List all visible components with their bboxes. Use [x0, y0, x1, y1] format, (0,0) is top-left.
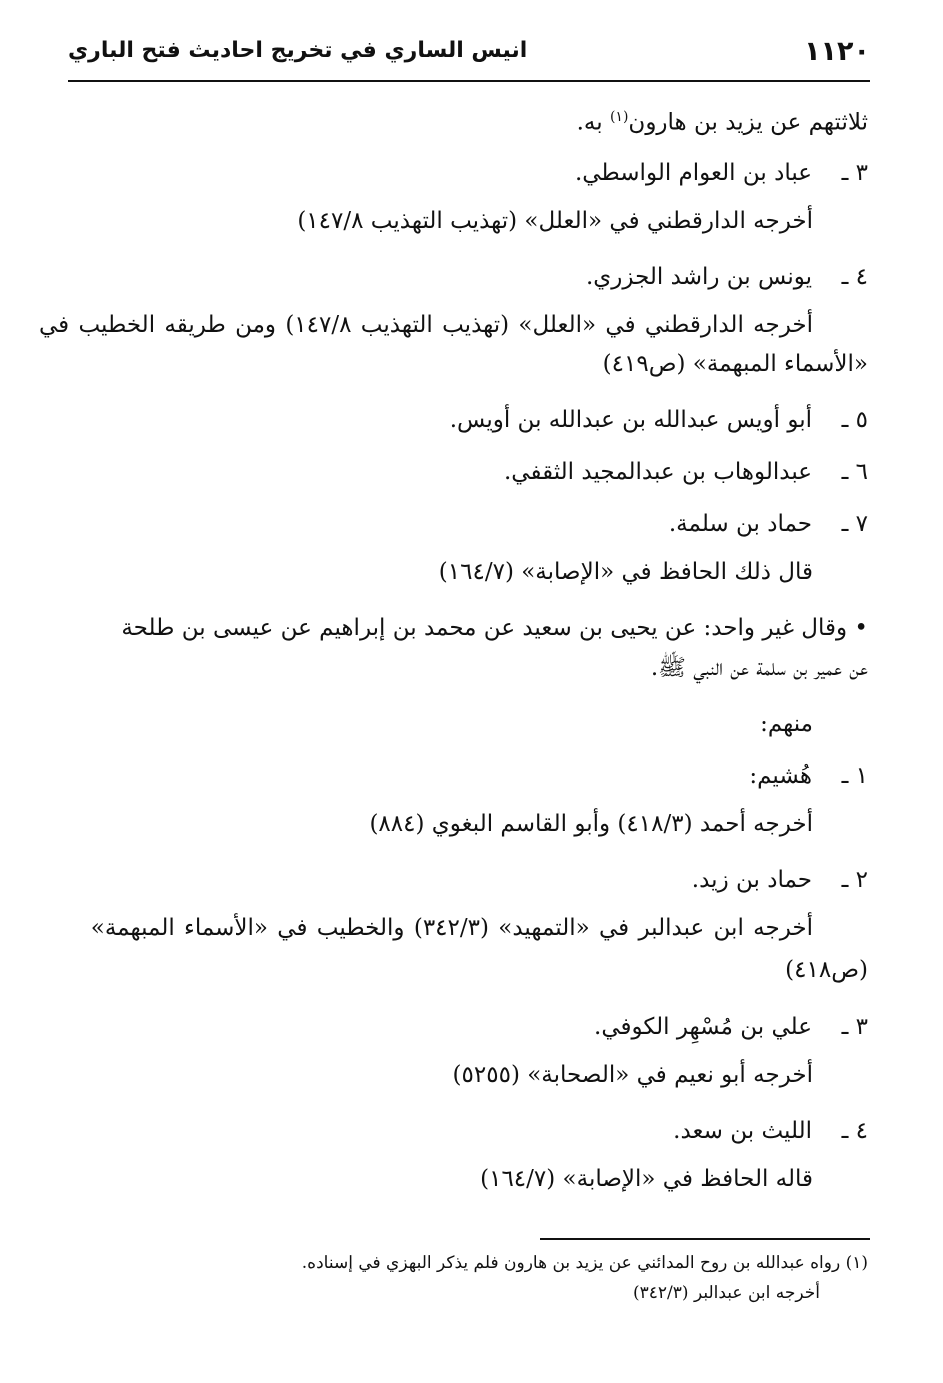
source-citation: أخرجه أحمد (٤١٨/٣) وأبو القاسم البغوي (٨٨٤) [369, 811, 813, 837]
footnote-text: أخرجه ابن عبدالبر (٣٤٢/٣) [633, 1283, 820, 1303]
list-item [504, 455, 868, 489]
narrator-name: أبو أويس عبدالله بن عبدالله بن أويس. [449, 407, 812, 433]
item-number: ٢ ـ [841, 867, 868, 893]
list-item [669, 507, 868, 541]
narrator-name: حماد بن زيد. [691, 867, 812, 893]
item-number: ٣ ـ [841, 160, 868, 186]
footnote-rule [540, 1238, 870, 1240]
item-number: ٣ ـ [841, 1014, 868, 1040]
item-number: ٥ ـ [841, 407, 868, 433]
subheading: منهم: [760, 711, 813, 737]
list-item [450, 403, 868, 437]
page-number: ١١٢٠ [804, 36, 870, 67]
narrator-name: هُشيم: [749, 763, 812, 789]
source-citation: (ص٤١٨) [785, 957, 868, 983]
source-citation: «الأسماء المبهمة» (ص٤١٩) [602, 351, 868, 377]
narrator-name: الليث بن سعد. [673, 1118, 812, 1144]
narrator-name: يونس بن راشد الجزري. [585, 264, 812, 290]
source-citation: قال ذلك الحافظ في «الإصابة» (١٦٤/٧) [438, 559, 813, 585]
narrator-name: علي بن مُسْهِر الكوفي. [594, 1014, 812, 1040]
list-item [692, 863, 868, 897]
source-citation: أخرجه الدارقطني في «العلل» (تهذيب التهذيب ١٤٧/٨) ومن طريقه الخطيب في [38, 312, 813, 338]
running-title: انيس الساري في تخريج احاديث فتح الباري [68, 38, 528, 63]
list-item [586, 260, 868, 294]
header-rule [68, 80, 870, 82]
list-item [749, 759, 868, 793]
item-number: ٤ ـ [841, 264, 868, 290]
narrator-name: عبدالوهاب بن عبدالمجيد الثقفي. [503, 459, 812, 485]
narrator-name: عباد بن العوام الواسطي. [574, 160, 812, 186]
list-item [673, 1114, 868, 1148]
paragraph-line: • وقال غير واحد: عن يحيى بن سعيد عن محمد بن إبراهيم عن عيسى بن طلحة [121, 615, 868, 641]
source-citation: أخرجه الدارقطني في «العلل» (تهذيب التهذيب ١٤٧/٨) [297, 208, 813, 234]
item-number: ٦ ـ [841, 459, 868, 485]
item-number: ٧ ـ [841, 511, 868, 537]
body-text: به. [576, 109, 610, 136]
body-line [577, 100, 868, 140]
list-item [575, 156, 868, 190]
running-header [68, 36, 870, 80]
source-citation: أخرجه ابن عبدالبر في «التمهيد» (٣٤٢/٣) والخطيب في «الأسماء المبهمة» [90, 915, 813, 941]
list-item [594, 1010, 868, 1044]
item-number: ٤ ـ [841, 1118, 868, 1144]
footnote-text: (١) رواه عبدالله بن روح المدائني عن يزيد بن هارون فلم يذكر البهزي في إسناده. [301, 1253, 868, 1273]
source-citation: قاله الحافظ في «الإصابة» (١٦٤/٧) [480, 1166, 813, 1192]
narrator-name: حماد بن سلمة. [668, 511, 812, 537]
body-text: ثلاثتهم عن يزيد بن هارون [628, 109, 868, 136]
paragraph-line: عن عمير بن سلمة عن النبي ﷺ. [650, 655, 868, 681]
source-citation: أخرجه أبو نعيم في «الصحابة» (٥٢٥٥) [452, 1062, 813, 1088]
footnote-marker[interactable]: (١) [609, 109, 629, 125]
item-number: ١ ـ [841, 763, 868, 789]
